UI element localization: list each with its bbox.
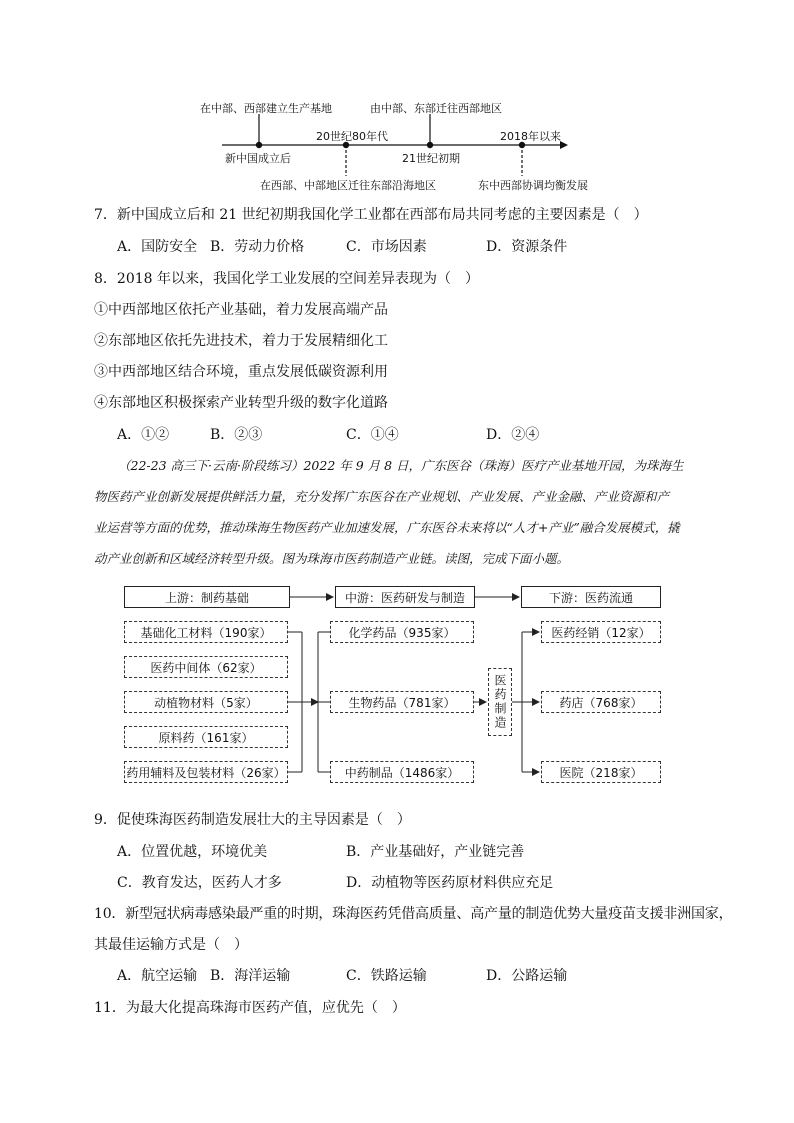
upstream-item-3: 动植物材料（5家）	[124, 691, 288, 713]
question-8-item-1: ①中西部地区依托产业基础，着力发展高端产品	[94, 302, 388, 318]
manufacture-label: 医药制造	[493, 674, 507, 730]
question-8-option-c[interactable]: C．①④	[346, 427, 399, 443]
question-7-option-b[interactable]: B．劳动力价格	[210, 239, 305, 255]
question-9-option-b[interactable]: B．产业基础好，产业链完善	[346, 844, 525, 860]
question-9-option-a[interactable]: A．位置优越，环境优美	[117, 844, 268, 860]
timeline-point-3: 21世纪初期	[402, 152, 460, 165]
question-10-option-d[interactable]: D．公路运输	[486, 968, 568, 984]
downstream-item-1: 医药经销（12家）	[541, 621, 661, 643]
midstream-item-3: 中药制品（1486家）	[330, 761, 474, 783]
midstream-item-2: 生物药品（781家）	[330, 691, 474, 713]
downstream-item-2: 药店（768家）	[541, 691, 661, 713]
chain-header-midstream: 中游：医药研发与制造	[335, 586, 475, 608]
timeline-point-4: 2018年以来	[500, 130, 561, 143]
question-10-option-b[interactable]: B．海洋运输	[210, 968, 291, 984]
question-8-option-d[interactable]: D．②④	[486, 427, 540, 443]
upstream-item-4: 原料药（161家）	[124, 726, 288, 748]
question-7-option-d[interactable]: D．资源条件	[486, 239, 568, 255]
chain-connectors	[0, 580, 794, 790]
question-7-option-c[interactable]: C．市场因素	[346, 239, 427, 255]
question-8-option-b[interactable]: B．②③	[210, 427, 263, 443]
timeline-point-1: 新中国成立后	[225, 152, 291, 165]
upstream-item-5: 药用辅料及包装材料（26家）	[124, 761, 288, 783]
chain-header-upstream: 上游：制药基础	[124, 586, 290, 608]
timeline-point-2: 20世纪80年代	[316, 130, 388, 143]
question-8-option-a[interactable]: A．①②	[117, 427, 170, 443]
question-11-stem: 11．为最大化提高珠海市医药产值，应优先（ ）	[94, 1000, 406, 1016]
passage-line-1: （22-23 高三下·云南·阶段练习）2022 年 9 月 8 日，广东医谷（珠海）医疗产业基地开园，为珠海生	[118, 458, 684, 473]
question-10-option-c[interactable]: C．铁路运输	[346, 968, 427, 984]
question-8-item-2: ②东部地区依托先进技术，着力于发展精细化工	[94, 333, 388, 349]
question-7-stem: 7．新中国成立后和 21 世纪初期我国化学工业都在西部布局共同考虑的主要因素是（ ）	[94, 207, 648, 223]
upstream-item-2: 医药中间体（62家）	[124, 656, 288, 678]
question-10-stem-line-1: 10．新型冠状病毒感染最严重的时期，珠海医药凭借高质量、高产量的制造优势大量疫苗支援非洲国家，	[94, 906, 733, 922]
chain-header-downstream: 下游：医药流通	[521, 586, 661, 608]
downstream-item-3: 医院（218家）	[541, 761, 661, 783]
question-7-option-a[interactable]: A．国防安全	[117, 239, 198, 255]
midstream-item-1: 化学药品（935家）	[330, 621, 474, 643]
timeline-arrow-head	[560, 141, 568, 149]
timeline-label-below-2: 东中西部协调均衡发展	[478, 179, 588, 192]
question-8-item-4: ④东部地区积极探索产业转型升级的数字化道路	[94, 395, 388, 411]
passage-line-3: 业运营等方面的优势，推动珠海生物医药产业加速发展，广东医谷未来将以“人才+产业”融合发展模式，撬	[94, 520, 680, 535]
question-9-option-c[interactable]: C．教育发达，医药人才多	[117, 875, 282, 891]
question-8-item-3: ③中西部地区结合环境，重点发展低碳资源利用	[94, 364, 388, 380]
question-10-option-a[interactable]: A．航空运输	[117, 968, 198, 984]
manufacture-box	[488, 668, 512, 736]
upstream-item-1: 基础化工材料（190家）	[124, 621, 288, 643]
timeline-label-below-1: 在西部、中部地区迁往东部沿海地区	[260, 179, 436, 192]
question-9-stem: 9．促使珠海医药制造发展壮大的主导因素是（ ）	[94, 812, 411, 828]
passage-line-2: 物医药产业创新发展提供鲜活力量，充分发挥广东医谷在产业规划、产业发展、产业金融、产业资源和产	[94, 489, 670, 504]
question-8-stem: 8．2018 年以来，我国化学工业发展的空间差异表现为（ ）	[94, 271, 479, 287]
timeline-label-above-1: 在中部、西部建立生产基地	[200, 102, 332, 115]
question-9-option-d[interactable]: D．动植物等医药原材料供应充足	[346, 875, 554, 891]
timeline-label-above-2: 由中部、东部迁往西部地区	[370, 102, 502, 115]
passage-line-4: 动产业创新和区域经济转型升级。图为珠海市医药制造产业链。读图，完成下面小题。	[94, 551, 570, 566]
question-10-stem-line-2: 其最佳运输方式是（ ）	[94, 937, 248, 953]
